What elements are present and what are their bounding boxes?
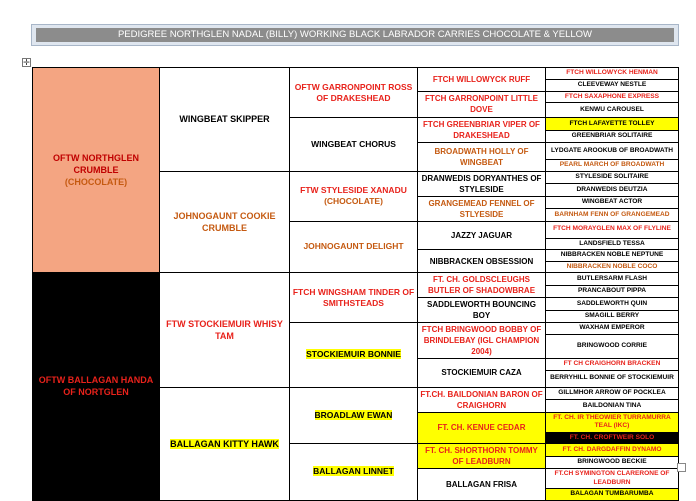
- table-move-handle-icon[interactable]: ✛: [23, 58, 30, 67]
- ssdd-dam: PEARL MARCH OF BROADWATH: [546, 160, 679, 172]
- ddd-name: BALLAGAN LINNET: [313, 466, 394, 477]
- dam-sire: FTW STOCKIEMUIR WHISY TAM: [160, 273, 290, 388]
- ddss-sire: GILLMHOR ARROW OF POCKLEA: [546, 387, 679, 400]
- pedigree-table-wrapper: [32, 67, 678, 497]
- ddds-dam: BRINGWOOD BECKIE: [546, 456, 679, 469]
- dss-sire: FT. CH. GOLDSCLEUGHS BUTLER OF SHADOWBRAE: [418, 273, 546, 298]
- dsdd-sire: FT CH CRAIGHORN BRACKEN: [546, 359, 679, 371]
- title-frame: [31, 24, 679, 46]
- sss-dam: FTCH GARRONPOINT LITTLE DOVE: [418, 91, 546, 118]
- dsss-dam: PRANCABOUT PIPPA: [546, 285, 679, 298]
- sire-color-note: (CHOCOLATE): [64, 177, 128, 187]
- dd-name: BALLAGAN KITTY HAWK: [170, 438, 279, 449]
- sire-sire-dam: WINGBEAT CHORUS: [290, 118, 418, 172]
- ddd-dam: BALLAGAN FRISA: [418, 469, 546, 501]
- dsd-name: STOCKIEMUIR BONNIE: [306, 349, 401, 360]
- sddd-sire: NIBBRACKEN NOBLE NEPTUNE: [546, 250, 679, 262]
- dam-cell: OFTW BALLAGAN HANDA OF NORTGLEN: [33, 273, 160, 501]
- sdsd-dam: BARNHAM FENN OF GRANGEMEAD: [546, 209, 679, 222]
- table-resize-handle-icon[interactable]: [677, 463, 686, 472]
- sssd-sire: FTCH SAXAPHONE EXPRESS: [546, 91, 679, 103]
- ssds-dam: GREENBRIAR SOLITAIRE: [546, 130, 679, 143]
- dsdd-dam: BERRYHILL BONNIE OF STOCKIEMUIR: [546, 370, 679, 387]
- dssd-dam: SMAGILL BERRY: [546, 310, 679, 323]
- ssss-dam: CLEEVEWAY NESTLE: [546, 80, 679, 92]
- dsss-sire: BUTLERSARM FLASH: [546, 273, 679, 286]
- dsd-dam: STOCKIEMUIR CAZA: [418, 359, 546, 388]
- dam-sire-dam: [290, 323, 418, 388]
- dds-name: BROADLAW EWAN: [314, 409, 393, 420]
- ssd-sire: FTCH GREENBRIAR VIPER OF DRAKESHEAD: [418, 118, 546, 143]
- sire-dam: JOHNOGAUNT COOKIE CRUMBLE: [160, 171, 290, 273]
- ddss-dam: BAILDONIAN TINA: [546, 400, 679, 413]
- sire-cell: [33, 68, 160, 273]
- ddsd-sire: FT. CH. IR THEOWIER TURRAMURRA TEAL (IKC): [546, 412, 679, 432]
- sssd-dam: KENWU CAROUSEL: [546, 103, 679, 118]
- ssd-dam: BROADWATH HOLLY OF WINGBEAT: [418, 143, 546, 172]
- sdds-dam: LANDSFIELD TESSA: [546, 238, 679, 250]
- sds-name: FTW STYLESIDE XANADU: [300, 185, 407, 195]
- sire-sire: WINGBEAT SKIPPER: [160, 68, 290, 172]
- dam-dam-sire: [290, 387, 418, 444]
- sdd-sire: JAZZY JAGUAR: [418, 221, 546, 250]
- ssss-sire: FTCH WILLOWYCK HENMAN: [546, 68, 679, 80]
- sire-sire-sire: OFTW GARRONPOINT ROSS OF DRAKESHEAD: [290, 68, 418, 118]
- dam-sire-sire: FTCH WINGSHAM TINDER OF SMITHSTEADS: [290, 273, 418, 323]
- dddd-sire: FT.CH SYMINGTON CLARERONE OF LEADBURN: [546, 469, 679, 489]
- sddd-dam: NIBBRACKEN NOBLE COCO: [546, 261, 679, 273]
- ddsd-dam: FT. CH. CROFTWEIR SOLO: [546, 432, 679, 444]
- pedigree-table: [32, 67, 679, 501]
- dds-dam: FT. CH. KENUE CEDAR: [418, 412, 546, 444]
- pedigree-title: PEDIGREE NORTHGLEN NADAL (BILLY) WORKING BLACK LABRADOR CARRIES CHOCOLATE & YELLOW: [36, 28, 674, 42]
- sss-sire: FTCH WILLOWYCK RUFF: [418, 68, 546, 92]
- dssd-sire: SADDLEWORTH QUIN: [546, 298, 679, 311]
- dam-dam: [160, 387, 290, 500]
- dds-sire: FT.CH. BAILDONIAN BARON OF CRAIGHORN: [418, 387, 546, 412]
- sdss-dam: DRANWEDIS DEUTZIA: [546, 184, 679, 197]
- sds-sire: DRANWEDIS DORYANTHES OF STYLESIDE: [418, 171, 546, 196]
- sdds-sire: FTCH MORAYGLEN MAX OF FLYLINE: [546, 221, 679, 238]
- dsds-sire: WAXHAM EMPEROR: [546, 323, 679, 335]
- sdss-sire: STYLESIDE SOLITAIRE: [546, 171, 679, 184]
- ddds-sire: FT. CH. DARGDAFFIN DYNAMO: [546, 444, 679, 457]
- ssds-sire: FTCH LAFAYETTE TOLLEY: [546, 118, 679, 131]
- sire-name: OFTW NORTHGLEN CRUMBLE: [53, 153, 139, 175]
- dsd-sire: FTCH BRINGWOOD BOBBY OF BRINDLEBAY (IGL CHAMPION 2004): [418, 323, 546, 359]
- dss-dam: SADDLEWORTH BOUNCING BOY: [418, 298, 546, 323]
- sds-color-note: (CHOCOLATE): [324, 196, 383, 206]
- ssdd-sire: LYDGATE AROOKUB OF BROADWATH: [546, 143, 679, 160]
- sdsd-sire: WINGBEAT ACTOR: [546, 196, 679, 209]
- ddd-sire: FT. CH. SHORTHORN TOMMY OF LEADBURN: [418, 444, 546, 469]
- dddd-dam: BALAGAN TUMBARUMBA: [546, 489, 679, 501]
- sds-dam: GRANGEMEAD FENNEL OF STLYESIDE: [418, 196, 546, 221]
- sdd-dam: NIBBRACKEN OBSESSION: [418, 250, 546, 273]
- dsds-dam: BRINGWOOD CORRIE: [546, 335, 679, 359]
- sire-dam-dam: JOHNOGAUNT DELIGHT: [290, 221, 418, 273]
- sire-dam-sire: [290, 171, 418, 221]
